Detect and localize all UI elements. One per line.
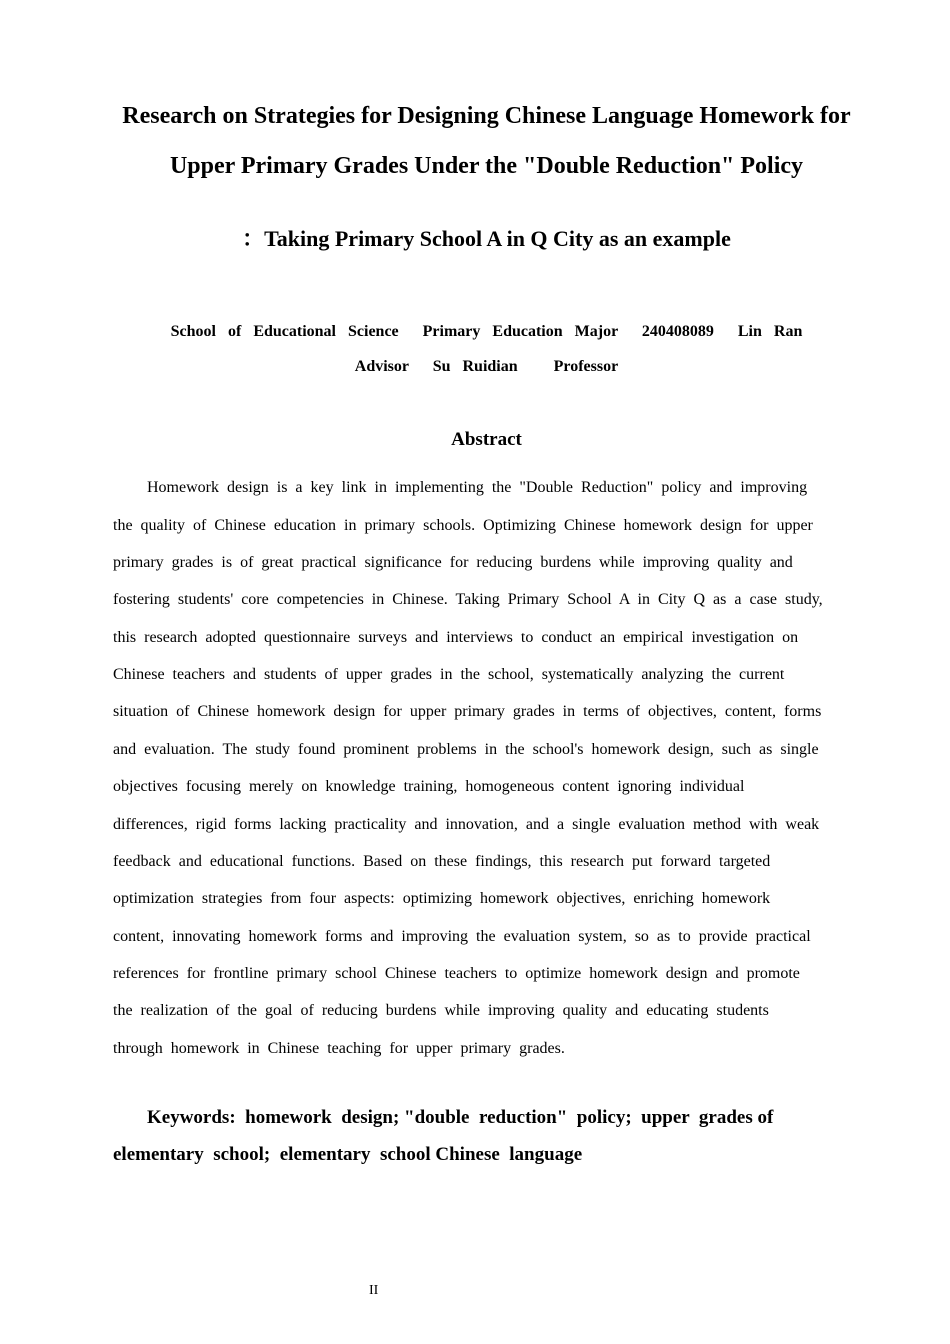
subtitle: ：Taking Primary School A in Q City as an example	[242, 226, 731, 251]
abstract-line: optimization strategies from four aspects: optimizing homework objectives, enriching homework	[113, 890, 771, 907]
abstract-line: the quality of Chinese education in primary schools. Optimizing Chinese homework design for upper	[113, 517, 813, 534]
title-line-2: Upper Primary Grades Under the "Double Reduction" Policy	[169, 153, 804, 179]
abstract-line: and evaluation. The study found prominent problems in the school's homework design, such as single	[113, 741, 819, 758]
abstract-heading: Abstract	[451, 429, 522, 450]
author-info: School of Educational Science Primary Education Major 240408089 Lin Ran	[170, 323, 803, 340]
abstract-line: content, innovating homework forms and improving the evaluation system, so as to provide practical	[113, 928, 811, 945]
title-line-1: Research on Strategies for Designing Chinese Language Homework for	[122, 103, 851, 129]
abstract-line: primary grades is of great practical significance for reducing burdens while improving quality and	[113, 554, 793, 571]
keywords-line: Keywords: homework design; "double reduction" policy; upper grades of	[147, 1107, 774, 1128]
advisor-info: Advisor Su Ruidian Professor	[354, 358, 619, 375]
abstract-line: through homework in Chinese teaching for upper primary grades.	[113, 1040, 565, 1057]
abstract-line: references for frontline primary school Chinese teachers to optimize homework design and promote	[113, 965, 800, 982]
abstract-line: feedback and educational functions. Based on these findings, this research put forward targeted	[113, 853, 771, 870]
abstract-line: Homework design is a key link in implementing the "Double Reduction" policy and improving	[147, 479, 808, 496]
abstract-line: situation of Chinese homework design for upper primary grades in terms of objectives, content, forms	[113, 703, 822, 720]
abstract-line: Chinese teachers and students of upper grades in the school, systematically analyzing the current	[113, 666, 785, 683]
page-number: II	[369, 1283, 379, 1298]
abstract-line: objectives focusing merely on knowledge training, homogeneous content ignoring individual	[113, 778, 745, 795]
keywords-line: elementary school; elementary school Chinese language	[113, 1144, 583, 1165]
abstract-line: fostering students' core competencies in Chinese. Taking Primary School A in City Q as a case study,	[113, 591, 823, 608]
abstract-line: differences, rigid forms lacking practicality and innovation, and a single evaluation method with weak	[113, 816, 820, 833]
abstract-line: the realization of the goal of reducing burdens while improving quality and educating students	[113, 1002, 769, 1019]
abstract-line: this research adopted questionnaire surveys and interviews to conduct an empirical investigation on	[113, 629, 799, 646]
